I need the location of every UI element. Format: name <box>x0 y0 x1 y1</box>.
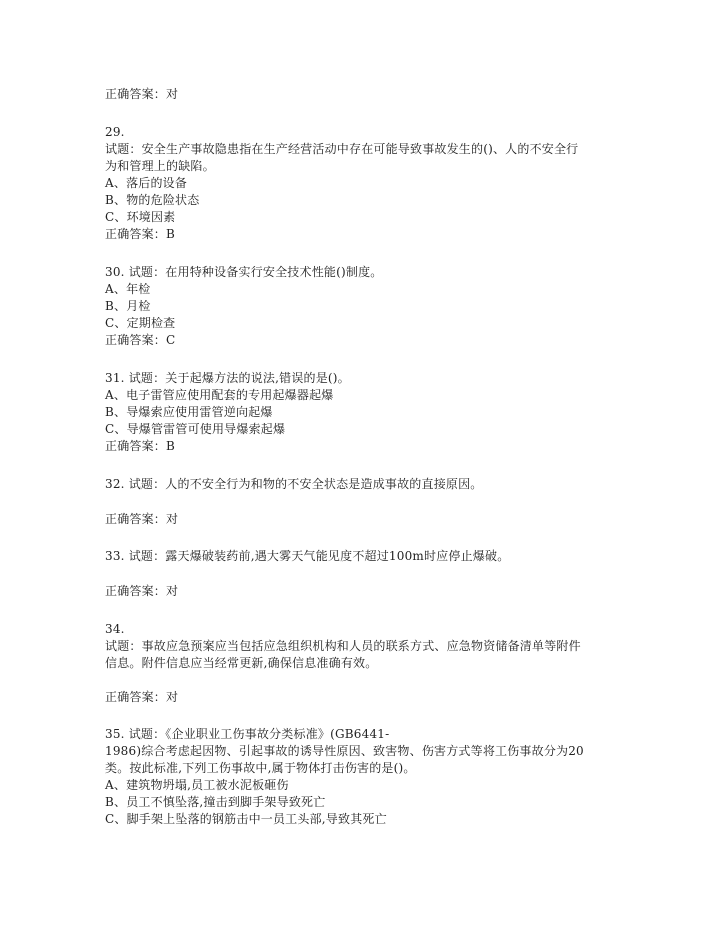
option-line: B、月检 <box>105 299 151 313</box>
answer-line: 正确答案：B <box>105 227 176 241</box>
question-text: 35. 试题：《企业职业工伤事故分类标准》(GB6441- <box>105 727 390 741</box>
answer-line: 正确答案：对 <box>105 584 179 598</box>
question-text: 30. 试题：在用特种设备实行安全技术性能()制度。 <box>105 265 383 279</box>
option-line: C、定期检查 <box>105 316 176 330</box>
question-text: 类。按此标准,下列工伤事故中,属于物体打击伤害的是()。 <box>105 761 416 775</box>
question-number: 29. <box>105 125 125 139</box>
option-line: C、脚手架上坠落的钢筋击中一员工头部,导致其死亡 <box>105 812 387 826</box>
question-text: 为和管理上的缺陷。 <box>105 159 215 173</box>
question-text: 信息。附件信息应当经常更新,确保信息准确有效。 <box>105 656 378 670</box>
question-text: 32. 试题：人的不安全行为和物的不安全状态是造成事故的直接原因。 <box>105 477 483 491</box>
option-line: B、员工不慎坠落,撞击到脚手架导致死亡 <box>105 795 326 809</box>
question-number: 34. <box>105 622 125 636</box>
option-line: A、落后的设备 <box>105 176 188 190</box>
question-text: 试题：安全生产事故隐患指在生产经营活动中存在可能导致事故发生的()、人的不安全行 <box>105 142 579 156</box>
option-line: B、导爆索应使用雷管逆向起爆 <box>105 405 273 419</box>
option-line: A、电子雷管应使用配套的专用起爆器起爆 <box>105 388 334 402</box>
option-line: C、导爆管雷管可使用导爆索起爆 <box>105 422 286 436</box>
question-text: 31. 试题：关于起爆方法的说法,错误的是()。 <box>105 371 350 385</box>
answer-line: 正确答案：对 <box>105 87 179 101</box>
answer-line: 正确答案：对 <box>105 690 179 704</box>
option-line: A、年检 <box>105 282 151 296</box>
question-text: 33. 试题：露天爆破装药前,遇大雾天气能见度不超过100m时应停止爆破。 <box>105 549 510 563</box>
answer-line: 正确答案：B <box>105 439 176 453</box>
question-text: 试题：事故应急预案应当包括应急组织机构和人员的联系方式、应急物资储备清单等附件 <box>105 639 581 653</box>
question-text: 1986)综合考虑起因物、引起事故的诱导性原因、致害物、伤害方式等将工伤事故分为20 <box>105 744 584 758</box>
answer-line: 正确答案：对 <box>105 512 179 526</box>
option-line: A、建筑物坍塌,员工被水泥板砸伤 <box>105 778 289 792</box>
option-line: B、物的危险状态 <box>105 193 200 207</box>
option-line: C、环境因素 <box>105 210 176 224</box>
answer-line: 正确答案：C <box>105 333 176 347</box>
